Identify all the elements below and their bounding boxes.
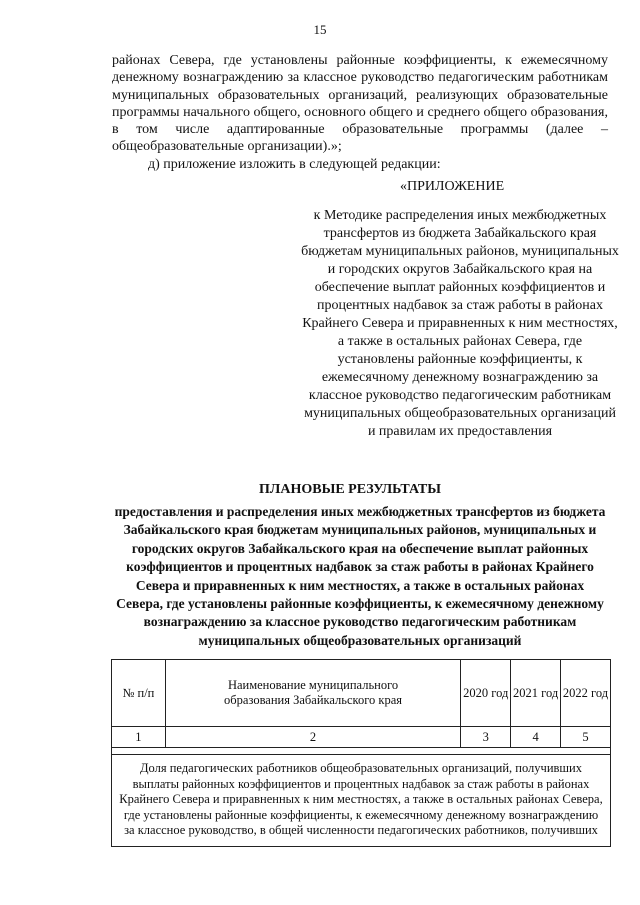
indicator-description-cell: Доля педагогических работников общеобразовательных организаций, получивших выплаты районных коэффициентов и процентных надбавок за стаж работы в районах Крайнего Севера и приравненных к ним местностях, а также в остальных районах Севера, где установлены районные коэффициенты, к ежемесячному денежному вознаграждению за классное руководство, в общей численности педагогических работников, получивших <box>112 755 611 847</box>
column-number-cell: 4 <box>511 727 561 748</box>
appendix-heading: «ПРИЛОЖЕНИЕ <box>400 179 505 194</box>
body-paragraph: районах Севера, где установлены районные коэффициенты, к ежемесячному денежному вознаграждению за классное руководство педагогическим работникам муниципальных образовательных организаций, реализующих образовательные программы начального общего, основного общего и среднего общего образования, в том числе адаптированные образовательные программы (далее – общеобразовательные организации).»; <box>112 53 608 155</box>
header-cell-2020: 2020 год <box>461 660 511 727</box>
table-header-row <box>112 660 611 727</box>
appendix-reference: к Методике распределения иных межбюджетных трансфертов из бюджета Забайкальского края бюджетам муниципальных районов, муниципальных и городских округов Забайкальского края на обеспечение выплат районных коэффициентов и процентных надбавок за стаж работы в районах Крайнего Севера и приравненных к ним местностях, а также в остальных районах Севера, где установлены районные коэффициенты, к ежемесячному денежному вознаграждению за классное руководство педагогическим работникам муниципальных общеобразовательных организаций и правилам их предоставления <box>301 208 619 439</box>
body-text <box>112 52 608 173</box>
body-paragraph-instruction: д) приложение изложить в следующей редакции: <box>148 156 441 172</box>
header-cell-municipality: Наименование муниципального образования Забайкальского края <box>165 660 460 727</box>
table-spacer-row <box>112 748 611 755</box>
header-cell-2021: 2021 год <box>511 660 561 727</box>
table-description-row <box>112 755 611 847</box>
results-table <box>111 659 611 847</box>
column-number-cell: 5 <box>561 727 611 748</box>
page-number: 15 <box>313 22 327 37</box>
spacer-cell <box>112 748 611 755</box>
column-number-cell: 3 <box>461 727 511 748</box>
table-column-number-row <box>112 727 611 748</box>
header-cell-number: № п/п <box>112 660 166 727</box>
column-number-cell: 1 <box>112 727 166 748</box>
column-number-cell: 2 <box>165 727 460 748</box>
header-cell-2022: 2022 год <box>561 660 611 727</box>
plan-title: ПЛАНОВЫЕ РЕЗУЛЬТАТЫ <box>259 482 441 497</box>
plan-subtitle: предоставления и распределения иных межбюджетных трансфертов из бюджета Забайкальского края бюджетам муниципальных районов, муниципальных и городских округов Забайкальского края на обеспечение выплат районных коэффициентов и процентных надбавок за стаж работы в районах Крайнего Севера и приравненных к ним местностях, а также в остальных районах Севера, где установлены районные коэффициенты, к ежемесячному денежному вознаграждению за классное руководство педагогическим работникам муниципальных общеобразовательных организаций <box>114 504 606 648</box>
